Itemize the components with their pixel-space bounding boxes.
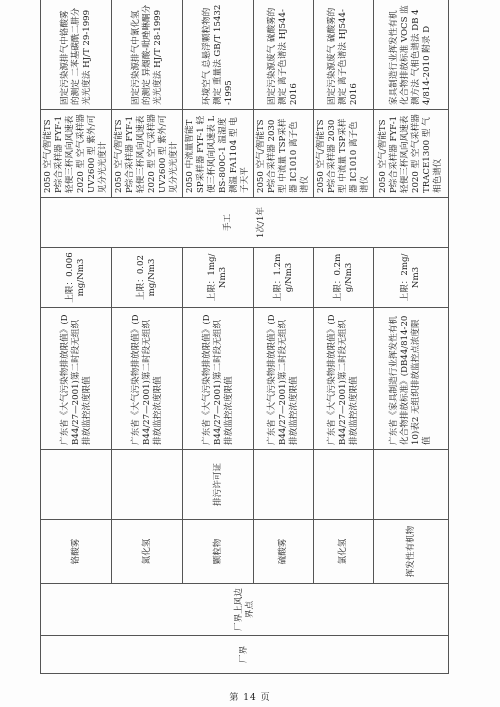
analysis-method-cell: 固定污染源排气中铬酸雾的测定 二苯基碳酰二肼分光光度法 HJ/T 29-1999 — [41, 0, 112, 110]
monitoring-table — [40, 0, 449, 674]
method-frequency-cell — [41, 198, 449, 248]
control-type-cell — [314, 450, 374, 520]
table-row — [183, 0, 254, 674]
equipment-cell: 2050 空气/智能TSP综合采样器 FYF-1 轻便三杯风向风速表 2020 型 空气采样器 TRACE1300 型 气相色谱仪 — [374, 110, 449, 198]
analysis-method-cell: 固定污染源废气 硫酸雾的测定 离子色谱法 HJ544-2016 — [254, 0, 314, 110]
control-type-cell: 排污许可证 — [183, 450, 254, 520]
standard-cell: 广东省《大气污染物排放限值》(DB44/27—2001)第二时段无组织排放监控浓度限值 — [314, 308, 374, 450]
limit-cell: 上限：2mg/Nm3 — [374, 248, 449, 308]
table-row — [112, 0, 183, 674]
equipment-cell: 2050 空气/智能TSP综合采样器 FYF-1 轻便三杯风向风速表 2020 型 空气采样器 UV2600 型 紫外/可见分光光度计 — [41, 110, 112, 198]
category-cell: 厂界 — [41, 636, 449, 674]
limit-cell: 上限：1.2mg/Nm3 — [254, 248, 314, 308]
equipment-cell: 2050 中流量智能TSP采样器 FYF-1 轻便三杯风向风速表 LBS-800C-1 温湿度测温 FA1104 型 电子天平 — [183, 110, 254, 198]
standard-cell: 广东省《大气污染物排放限值》(DB44/27—2001)第二时段无组织排放监控浓度限值 — [41, 308, 112, 450]
standard-cell: 广东省《家具制造行业挥发性有机化合物排放标准》(DB44/814-2010)表2 无组织排放监控点浓度限值 — [374, 308, 449, 450]
frequency-label: 1次/1年 — [255, 206, 266, 239]
table-row — [374, 0, 449, 674]
analysis-method-cell: 固定污染源废气 硫酸雾的测定 离子色谱法 HJ544-2016 — [314, 0, 374, 110]
method-label: 手工 — [222, 213, 233, 232]
analysis-method-cell: 环境空气 总悬浮颗粒物的测定 重量法 GB/T 15432-1995 — [183, 0, 254, 110]
pollutant-cell: 氮化氢 — [112, 520, 183, 584]
rotated-table-container — [40, 0, 443, 674]
limit-cell: 上限：1mg/Nm3 — [183, 248, 254, 308]
pollutant-cell: 氯化氢 — [314, 520, 374, 584]
table-row — [41, 0, 112, 674]
control-type-cell — [374, 450, 449, 520]
limit-cell: 上限：0.006mg/Nm3 — [41, 248, 112, 308]
pollutant-cell: 硫酸雾 — [254, 520, 314, 584]
analysis-method-cell: 家具制造行业挥发性有机化合物排放标准 VOCS 监测方法 气相色谱法 DB 44/814-2010 附录 D — [374, 0, 449, 110]
equipment-cell: 2050 空气/智能TSP综合采样器 FYF-1 轻便三杯风向风速表 2020 型 空气采样器 UV2600 型 紫外/可见分光光度计 — [112, 110, 183, 198]
control-type-cell — [41, 450, 112, 520]
page-number: 第 14 页 — [229, 693, 271, 703]
equipment-cell: 2050 空气/智能TSP综合采样器 2030型 中流量 TSP采样器 IC1010 离子色谱仪 — [254, 110, 314, 198]
limit-cell: 上限：0.02mg/Nm3 — [112, 248, 183, 308]
standard-cell: 广东省《大气污染物排放限值》(DB44/27—2001)第二时段无组织排放监控浓度限值 — [254, 308, 314, 450]
pollutant-cell: 颗粒物 — [183, 520, 254, 584]
analysis-method-cell: 固定污染源排气中氰化氢的测定 异烟酸-吡唑啉酮分光光度法 HJ/T 28-1999 — [112, 0, 183, 110]
pollutant-cell: 挥发性有机物 — [374, 520, 449, 584]
standard-cell: 广东省《大气污染物排放限值》(DB44/27—2001)第二时段无组织排放监控浓度限值 — [112, 308, 183, 450]
limit-cell: 上限：0.2mg/Nm3 — [314, 248, 374, 308]
table-row — [254, 0, 314, 674]
equipment-cell: 2050 空气/智能TSP综合采样器 2030型 中流量 TSP采样器 IC1010 离子色谱仪 — [314, 110, 374, 198]
table-row — [314, 0, 374, 674]
pollutant-cell: 铬酸雾 — [41, 520, 112, 584]
location-cell: 厂界上风边界点 — [41, 584, 449, 636]
control-type-cell — [112, 450, 183, 520]
standard-cell: 广东省《大气污染物排放限值》(DB44/27—2001)第二时段无组织排放监控浓度限值 — [183, 308, 254, 450]
control-type-cell — [254, 450, 314, 520]
